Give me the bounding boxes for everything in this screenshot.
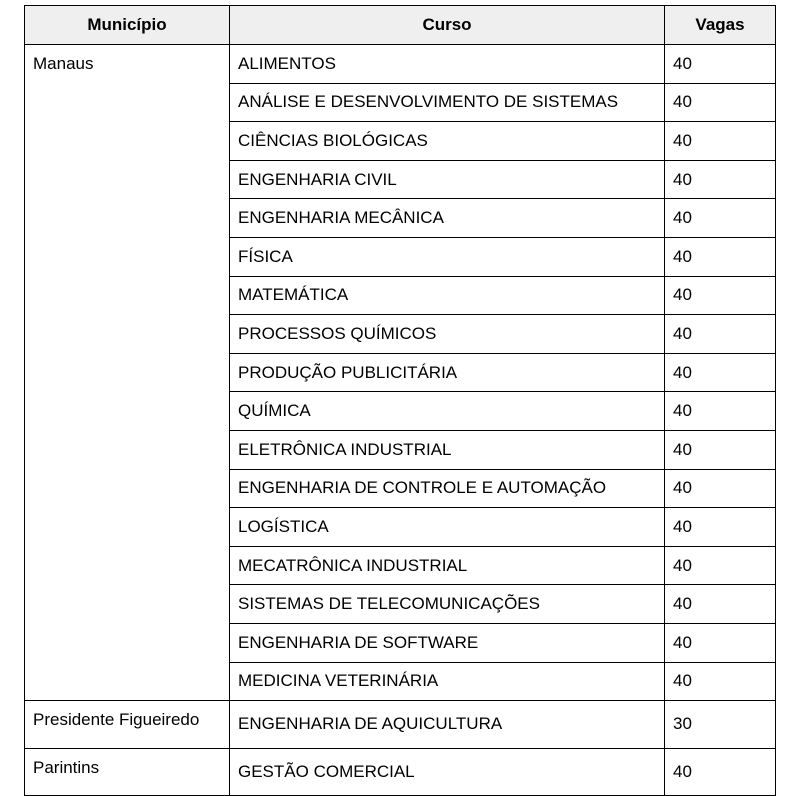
curso-cell: MECATRÔNICA INDUSTRIAL [230, 546, 665, 585]
vagas-cell: 40 [665, 237, 776, 276]
curso-cell: MEDICINA VETERINÁRIA [230, 662, 665, 701]
vagas-cell: 40 [665, 623, 776, 662]
table-row [25, 45, 776, 84]
header-row [25, 6, 776, 45]
table-row [25, 701, 776, 749]
vagas-cell: 40 [665, 83, 776, 122]
vagas-cell: 40 [665, 276, 776, 315]
curso-cell: ENGENHARIA MECÂNICA [230, 199, 665, 238]
vagas-cell: 40 [665, 392, 776, 431]
curso-cell: CIÊNCIAS BIOLÓGICAS [230, 122, 665, 161]
curso-cell: FÍSICA [230, 237, 665, 276]
curso-cell: ENGENHARIA DE SOFTWARE [230, 623, 665, 662]
curso-cell: SISTEMAS DE TELECOMUNICAÇÕES [230, 585, 665, 624]
curso-cell: ENGENHARIA DE AQUICULTURA [230, 701, 665, 749]
vagas-cell: 40 [665, 199, 776, 238]
curso-cell: PROCESSOS QUÍMICOS [230, 315, 665, 354]
vagas-cell: 40 [665, 353, 776, 392]
vagas-cell: 40 [665, 546, 776, 585]
vagas-table [24, 5, 776, 796]
curso-cell: ENGENHARIA CIVIL [230, 160, 665, 199]
vagas-cell: 40 [665, 122, 776, 161]
curso-cell: ANÁLISE E DESENVOLVIMENTO DE SISTEMAS [230, 83, 665, 122]
vagas-cell: 40 [665, 430, 776, 469]
vagas-cell: 40 [665, 748, 776, 796]
curso-cell: ELETRÔNICA INDUSTRIAL [230, 430, 665, 469]
vagas-cell: 40 [665, 508, 776, 547]
header-curso: Curso [230, 6, 665, 45]
curso-cell: MATEMÁTICA [230, 276, 665, 315]
municipio-cell: Presidente Figueiredo [25, 701, 230, 749]
vagas-cell: 30 [665, 701, 776, 749]
vagas-cell: 40 [665, 45, 776, 84]
curso-cell: PRODUÇÃO PUBLICITÁRIA [230, 353, 665, 392]
curso-cell: ALIMENTOS [230, 45, 665, 84]
curso-cell: QUÍMICA [230, 392, 665, 431]
municipio-cell: Parintins [25, 748, 230, 796]
curso-cell: LOGÍSTICA [230, 508, 665, 547]
vagas-cell: 40 [665, 160, 776, 199]
municipio-cell: Manaus [25, 45, 230, 701]
table-header [25, 6, 776, 45]
header-vagas: Vagas [665, 6, 776, 45]
curso-cell: ENGENHARIA DE CONTROLE E AUTOMAÇÃO [230, 469, 665, 508]
vagas-cell: 40 [665, 662, 776, 701]
curso-cell: GESTÃO COMERCIAL [230, 748, 665, 796]
vagas-cell: 40 [665, 469, 776, 508]
table-row [25, 748, 776, 796]
table-body [25, 45, 776, 796]
vagas-cell: 40 [665, 315, 776, 354]
header-municipio: Município [25, 6, 230, 45]
vagas-cell: 40 [665, 585, 776, 624]
